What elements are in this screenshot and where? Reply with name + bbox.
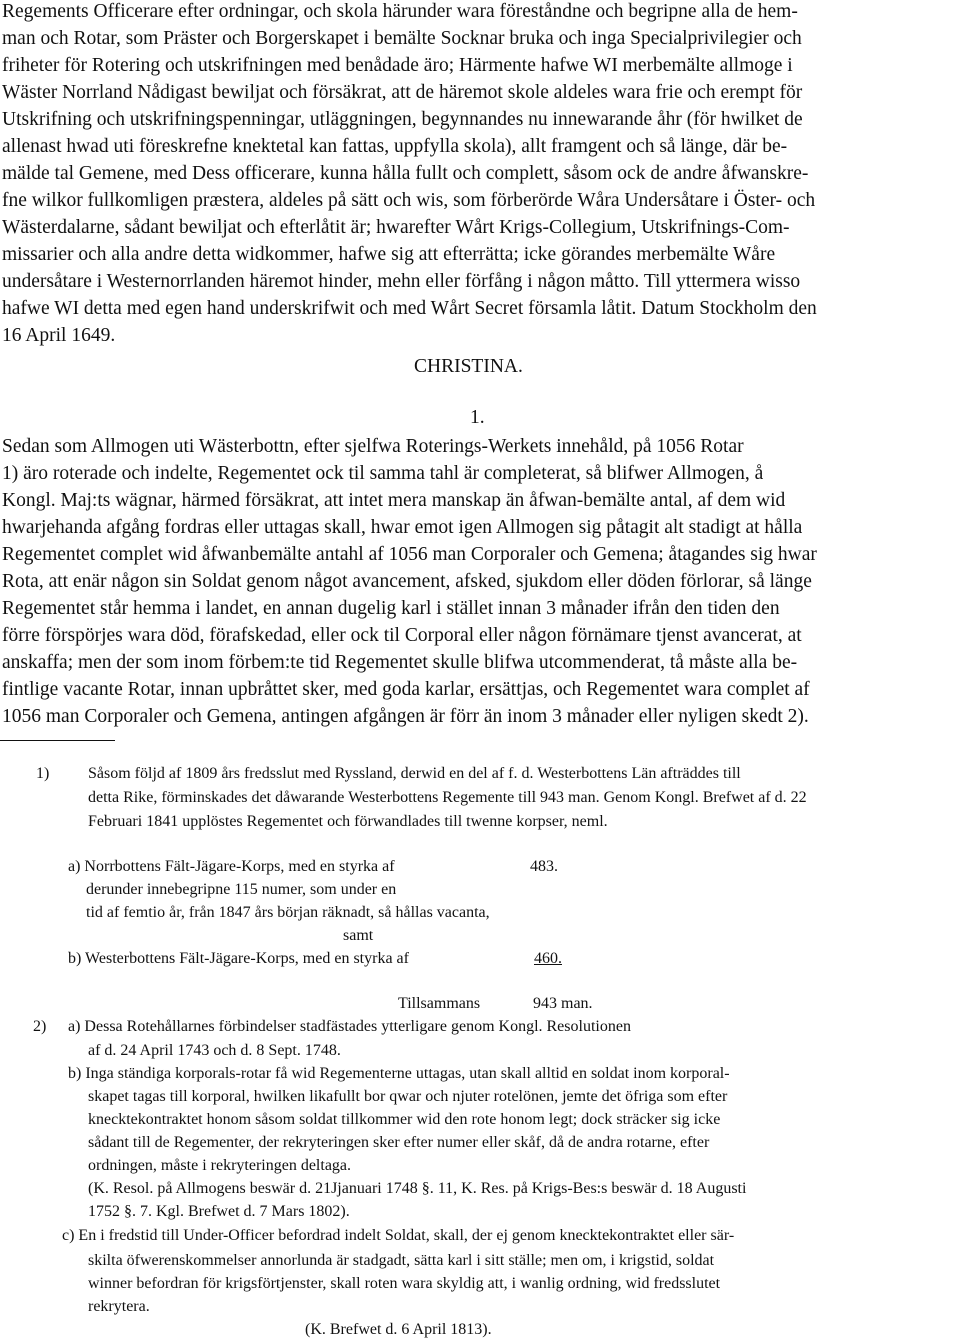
footnote-value-a: 483. [530,858,558,875]
footnote-line: knecktekontraktet honom såsom soldat tillkommer wid den rote honom legt; dock sträcker sig icke [88,1111,721,1128]
footnote-line: skilta öfwerenskommelser annorlunda är stadgadt, sätta karl i sitt ställe; men om, i krigstid, soldat [88,1252,715,1269]
main-line: hafwe WI detta med egen hand underskrifwit och med Wårt Secret församla låtit. Datum Stockholm den [2,298,817,319]
footnote-source: (K. Brefwet d. 6 April 1813). [305,1321,492,1338]
footnote-line: Februari 1841 upplöstes Regementet och förwandlades till twenne korpser, neml. [88,813,608,830]
section-line: 1) äro roterade och indelte, Regementet ock til samma tahl är completerat, så blifwer Allmogen, å [2,463,764,484]
main-line: mälde tal Gemene, med Dess officerare, kunna hålla fullt och complett, såsom ock de andre åfwanskre- [2,163,809,184]
footnote-divider [0,740,115,741]
footnote-item-a: a) Norrbottens Fält-Jägare-Korps, med en styrka af [68,858,395,875]
footnote-line: skapet tagas till korporal, hwilken likafullt bor qwar och njuter rotelönen, jemte det öfriga som efter [88,1088,728,1105]
main-line: 16 April 1649. [2,325,116,346]
section-line: förre förspörjes wara död, förafskedad, eller ock til Corporal eller någon förnämare tjenst avancerat, at [2,625,802,646]
section-line: fintlige vacante Rotar, innan upbråttet sker, med goda karlar, ersättjas, och Regementet wara complet af [2,679,810,700]
footnote-marker: 1) [36,765,50,782]
footnote-line: c) En i fredstid till Under-Officer befordrad indelt Soldat, skall, der ej genom knecktekontraktet eller sär- [62,1227,735,1244]
total-label: Tillsammans [398,995,481,1012]
main-line: allenast hwad uti föreskrefne knektetal kan fattas, uppfylla skola), allt framgent och så länge, där be- [2,136,788,157]
footnote-line: ordningen, måste i rekryteringen deltaga. [88,1157,352,1174]
main-line: man och Rotar, som Präster och Borgerskapet i bemälte Socknar bruka och inga Specialprivilegier och [2,28,802,49]
signature: CHRISTINA. [414,356,523,377]
footnote-line: rekrytera. [88,1298,150,1315]
section-line: Rota, att enär någon sin Soldat genom något avancement, afsked, sjukdom eller döden förlorar, så länge [2,571,812,592]
section-line: Regementet står hemma i landet, en annan dugelig karl i stället innan 3 månader ifrån den tiden den [2,598,780,619]
footnote-marker: 2) [33,1018,47,1035]
section-number: 1. [470,407,485,428]
main-line: Wästerdalarne, sådant bewiljat och efterlåtit är; hwarefter Wårt Krigs-Collegium, Utskrifnings-Com- [2,217,790,238]
footnote-line: b) Inga ständiga korporals-rotar få wid Regementerne uttagas, utan skall alltid en soldat inom korporal- [68,1065,730,1082]
main-line: missarier och alla andre detta widkommer, hafwe sig att efterrätta; icke görandes merbemälte Wåre [2,244,776,265]
section-line: hwarjehanda afgång fordras eller uttagas skall, hwar emot igen Allmogen sig påtagit alt stadigt at hålla [2,517,803,538]
total-value: 943 man. [533,995,593,1012]
footnote-line: derunder innebegripne 115 numer, som under en [86,881,397,898]
footnote-line: winner befordran för krigsförtjenster, skall roten wara skyldig att, i wanlig ordning, wid fredsslutet [88,1275,721,1292]
footnote-line: tid af femtio år, från 1847 års början räknadt, så hållas vacanta, [86,904,490,921]
footnote-line: af d. 24 April 1743 och d. 8 Sept. 1748. [88,1042,341,1059]
footnote-samt: samt [343,927,374,944]
footnote-line: detta Rike, förminskades det dåwarande Westerbottens Regemente till 943 man. Genom Kongl. Brefwet af d. 22 [88,789,807,806]
footnote-line: a) Dessa Rotehållarnes förbindelser stadfästades ytterligare genom Kongl. Resolutionen [68,1018,631,1035]
footnote-line: (K. Resol. på Allmogens beswär d. 21Jjanuari 1748 §. 11, K. Res. på Krigs-Bes:s beswär d. 18 Augusti [88,1180,747,1197]
section-line: Kongl. Maj:ts wägnar, härmed försäkrat, att intet mera manskap än åfwan-bemälte antal, af dem wid [2,490,786,511]
main-line: Wäster Norrland Nådigast bewiljat och försäkrat, att de häremot skole aldeles wara frie och erempt för [2,82,803,103]
section-line: anskaffa; men der som inom förbem:te tid Regementet skulle blifwa utcommenderat, tå måste alla be- [2,652,798,673]
main-line: undersåtare i Westernorrlanden häremot hinder, mehn eller förfång i någon måtto. Till yttermera wisso [2,271,801,292]
main-line: Utskrifning och utskrifningspenningar, utläggningen, begynnandes nu innewarande åhr (för hwilket de [2,109,803,130]
main-line: Regements Officerare efter ordningar, och skola härunder wara föreståndne och begripne alla de hem- [2,1,798,22]
footnote-value-b: 460. [534,950,562,967]
section-line: Sedan som Allmogen uti Wästerbottn, efter sjelfwa Roterings-Werkets innehåld, på 1056 Rotar [2,436,744,457]
footnote-line: Såsom följd af 1809 års fredsslut med Ryssland, derwid en del af f. d. Westerbottens Län afträddes till [88,765,741,782]
main-line: friheter för Rotering och utskrifningen med benådade äro; Härmente hafwe WI merbemälte allmoge i [2,55,793,76]
footnote-line: 1752 §. 7. Kgl. Brefwet d. 7 Mars 1802). [88,1203,350,1220]
main-line: fne wilkor fullkomligen præstera, aldeles på sätt och wis, som förberörde Wåra Undersåtare i Öster- och [2,190,816,211]
section-line: Regementet complet wid åfwanbemälte antahl af 1056 man Corporaler och Gemena; åtagandes sig hwar [2,544,817,565]
footnote-line: sådant till de Regementer, der rekryteringen sker efter numer eller skåf, då de andra rotarne, efter [88,1134,710,1151]
section-line: 1056 man Corporaler och Gemena, antingen afgången är förr än inom 3 månader eller nyligen skedt 2). [2,706,809,727]
footnote-item-b: b) Westerbottens Fält-Jägare-Korps, med en styrka af [68,950,409,967]
